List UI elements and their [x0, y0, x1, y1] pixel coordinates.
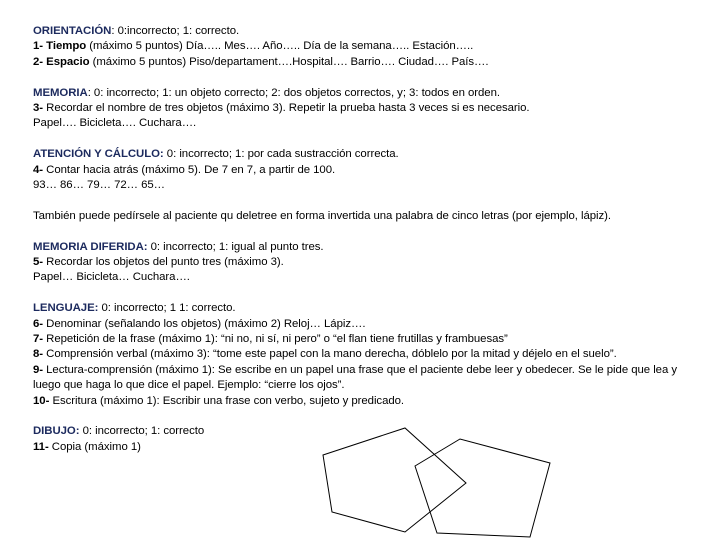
- left-pentagon-shape: [323, 428, 466, 532]
- item-4-label: 4-: [33, 163, 44, 176]
- section-atencion: [33, 147, 713, 193]
- section-note: [33, 209, 713, 224]
- item-1-tiempo: [33, 39, 713, 54]
- item-1-text: (máximo 5 puntos) Día….. Mes…. Año….. Día de la semana….. Estación…..: [86, 40, 474, 53]
- orientacion-criteria: : 0:incorrecto; 1: correcto.: [111, 25, 240, 37]
- document-body: [33, 24, 713, 455]
- dibujo-criteria: 0: incorrecto; 1: correcto: [79, 425, 205, 438]
- item-5-text: Recordar los objetos del punto tres (máximo 3).: [43, 256, 284, 269]
- section-lenguaje: [33, 301, 713, 409]
- item-9-label: 9-: [33, 363, 44, 376]
- item-11-text: Copia (máximo 1): [48, 440, 141, 453]
- atencion-heading: ATENCIÓN Y CÁLCULO:: [33, 148, 164, 161]
- dibujo-heading: DIBUJO:: [33, 425, 80, 438]
- orientacion-heading: ORIENTACIÓN: [33, 25, 112, 37]
- item-8-label: 8-: [33, 348, 44, 361]
- item-7-repeticion: [33, 332, 713, 347]
- intersecting-pentagons-figure: [300, 420, 570, 540]
- item-3-recordar: [33, 101, 713, 116]
- item-7-text: Repetición de la frase (máximo 1): “ni no, ni sí, ni pero” o “el flan tiene frutillas y frambuesas”: [43, 333, 508, 346]
- item-6-label: 6-: [33, 317, 44, 330]
- lenguaje-header-line: [33, 301, 713, 316]
- atencion-sequence: 93… 86… 79… 72… 65…: [33, 179, 166, 192]
- item-2-label: 2- Espacio: [33, 55, 90, 68]
- memoria-diferida-header-line: [33, 240, 713, 255]
- note-text: También puede pedírsele al paciente qu deletree en forma invertida una palabra de cinco letras (por ejemplo, lápiz).: [33, 209, 612, 222]
- memoria-diferida-objects: Papel… Bicicleta… Cuchara….: [33, 271, 190, 284]
- item-3-label: 3-: [33, 102, 44, 115]
- item-2-espacio: [33, 55, 713, 70]
- item-5-label: 5-: [33, 256, 44, 269]
- right-pentagon-shape: [415, 439, 550, 537]
- atencion-criteria: 0: incorrecto; 1: por cada sustracción correcta.: [163, 148, 399, 161]
- item-5-recordar: [33, 255, 713, 270]
- memoria-diferida-heading: MEMORIA DIFERIDA:: [33, 240, 148, 253]
- item-9-text: Lectura-comprensión (máximo 1): Se escribe en un papel una frase que el paciente debe leer y obedecer. Se le pide que lea y luego que haga lo que dice el papel. Ejemplo: “cierre los ojos”.: [33, 363, 677, 392]
- atencion-header-line: [33, 147, 713, 162]
- item-3-text: Recordar el nombre de tres objetos (máximo 3). Repetir la prueba hasta 3 veces si es necesario.: [43, 102, 530, 115]
- section-orientacion: [33, 24, 713, 70]
- item-4-text: Contar hacia atrás (máximo 5). De 7 en 7, a partir de 100.: [43, 163, 336, 176]
- item-1-label: 1- Tiempo: [33, 40, 87, 53]
- item-11-label: 11-: [33, 440, 49, 453]
- memoria-heading: MEMORIA: [33, 86, 88, 99]
- section-memoria: [33, 86, 713, 132]
- item-8-text: Comprensión verbal (máximo 3): “tome este papel con la mano derecha, dóblelo por la mitad y déjelo en el suelo”.: [43, 348, 617, 361]
- memoria-header-line: [33, 86, 713, 101]
- item-6-text: Denominar (señalando los objetos) (máximo 2) Reloj… Lápiz….: [43, 317, 366, 330]
- memoria-objects: Papel…. Bicicleta…. Cuchara….: [33, 117, 197, 130]
- lenguaje-criteria: 0: incorrecto; 1 1: correcto.: [98, 302, 236, 315]
- lenguaje-heading: LENGUAJE:: [33, 302, 99, 315]
- item-8-comprension: [33, 347, 713, 362]
- item-6-denominar: [33, 317, 713, 332]
- item-10-label: 10-: [33, 394, 50, 407]
- item-10-text: Escritura (máximo 1): Escribir una frase con verbo, sujeto y predicado.: [49, 394, 405, 407]
- section-memoria-diferida: [33, 240, 713, 286]
- item-9-lectura: [33, 363, 705, 394]
- item-7-label: 7-: [33, 333, 44, 346]
- orientacion-header-line: [33, 24, 713, 39]
- memoria-diferida-criteria: 0: incorrecto; 1: igual al punto tres.: [147, 240, 324, 253]
- item-2-text: (máximo 5 puntos) Piso/departament….Hospital…. Barrio…. Ciudad…. País….: [89, 55, 489, 68]
- memoria-criteria: : 0: incorrecto; 1: un objeto correcto; 2: dos objetos correctos, y; 3: todos en orden.: [87, 86, 500, 99]
- item-4-contar: [33, 163, 713, 178]
- item-10-escritura: [33, 394, 713, 409]
